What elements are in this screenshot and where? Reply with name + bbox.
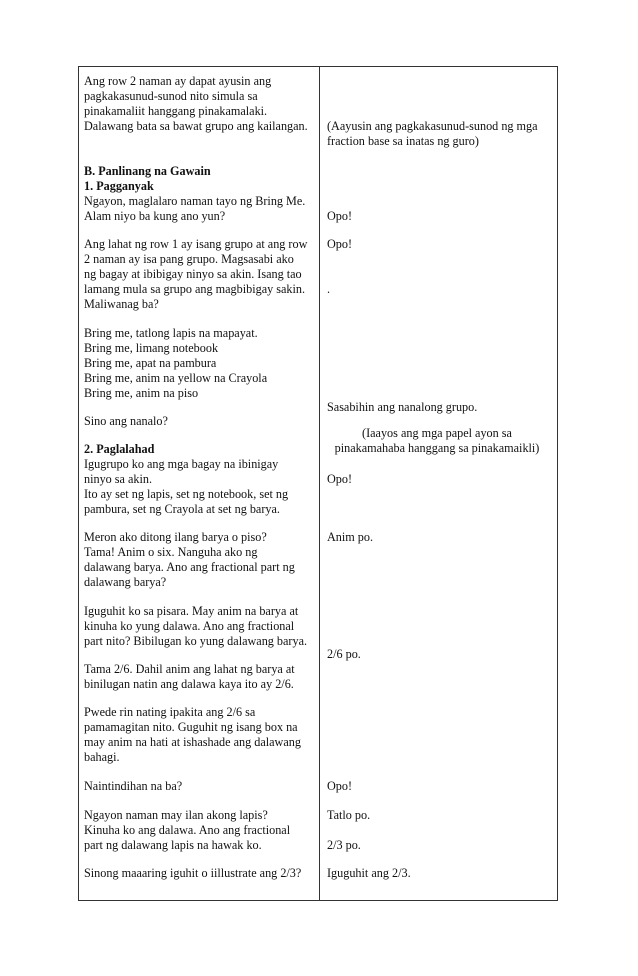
paragraph-line: binilugan natin ang dalawa kaya ito ay 2/6.: [84, 677, 294, 691]
response-line: Anim po.: [327, 530, 374, 544]
section-heading: B. Panlinang na Gawain: [84, 164, 211, 178]
list-item: Bring me, tatlong lapis na mapayat.: [84, 326, 258, 340]
intro-line: pinakamaliit hanggang pinakamalaki.: [84, 104, 268, 118]
list-item: Bring me, anim na yellow na Crayola: [84, 371, 268, 385]
response-line: Opo!: [327, 779, 353, 793]
paragraph-line: Sinong maaaring iguhit o iillustrate ang 2/3?: [84, 866, 302, 880]
paragraph-line: Pwede rin nating ipakita ang 2/6 sa: [84, 705, 256, 719]
paragraph-line: part ng dalawang lapis na hawak ko.: [84, 838, 262, 852]
list-item: Bring me, anim na piso: [84, 386, 199, 400]
paragraph-line: Tama! Anim o six. Nanguha ako ng: [84, 545, 258, 559]
paragraph-line: part nito? Bibilugan ko yung dalawang barya.: [84, 634, 308, 648]
paragraph-line: Kinuha ko ang dalawa. Ano ang fractional: [84, 823, 291, 837]
paragraph-line: Maliwanag ba?: [84, 297, 159, 311]
paragraph-line: ng bagay at ibibigay ninyo sa akin. Isang tao: [84, 267, 302, 281]
paragraph-line: pamamagitan nito. Guguhit ng isang box na: [84, 720, 298, 734]
response-line: Opo!: [327, 472, 353, 486]
response-line: Sasabihin ang nanalong grupo.: [327, 400, 478, 414]
paragraph-line: Sino ang nanalo?: [84, 414, 168, 428]
intro-line: Ang row 2 naman ay dapat ayusin ang: [84, 74, 272, 88]
paragraph-line: 2 naman ay isa pang grupo. Magsasabi ako: [84, 252, 294, 266]
paragraph-line: pambura, set ng Crayola at set ng barya.: [84, 502, 280, 516]
paragraph-line: Tama 2/6. Dahil anim ang lahat ng barya at: [84, 662, 295, 676]
paragraph-line: may anim na hati at ishashade ang dalawang: [84, 735, 301, 749]
paragraph-line: ninyo sa akin.: [84, 472, 153, 486]
student-column: [320, 67, 557, 900]
intro-line: Dalawang bata sa bawat grupo ang kailangan.: [84, 119, 308, 133]
response-line: 2/6 po.: [327, 647, 361, 661]
response-line: Iguguhit ang 2/3.: [327, 866, 411, 880]
paragraph-line: dalawang barya?: [84, 575, 167, 589]
paragraph-line: bahagi.: [84, 750, 120, 764]
response-line: Opo!: [327, 237, 353, 251]
response-line: pinakamahaba hanggang sa pinakamaikli): [334, 441, 540, 455]
response-line: (Iaayos ang mga papel ayon sa: [362, 426, 512, 440]
paragraph-line: Alam niyo ba kung ano yun?: [84, 209, 226, 223]
response-line: 2/3 po.: [327, 838, 361, 852]
paragraph-line: Ngayon naman may ilan akong lapis?: [84, 808, 268, 822]
subsection-heading: 2. Paglalahad: [84, 442, 155, 456]
paragraph-line: Ngayon, maglalaro naman tayo ng Bring Me.: [84, 194, 306, 208]
list-item: Bring me, limang notebook: [84, 341, 219, 355]
subsection-heading: 1. Pagganyak: [84, 179, 154, 193]
teacher-column: [79, 67, 319, 900]
intro-line: pagkakasunud-sunod nito simula sa: [84, 89, 258, 103]
response-line: Tatlo po.: [327, 808, 371, 822]
paragraph-line: dalawang barya. Ano ang fractional part ng: [84, 560, 295, 574]
list-item: Bring me, apat na pambura: [84, 356, 217, 370]
paragraph-line: Iguguhit ko sa pisara. May anim na barya at: [84, 604, 299, 618]
paragraph-line: Igugrupo ko ang mga bagay na ibinigay: [84, 457, 279, 471]
paragraph-line: Ang lahat ng row 1 ay isang grupo at ang row: [84, 237, 308, 251]
paragraph-line: kinuha ko yung dalawa. Ano ang fractional: [84, 619, 295, 633]
response-line: (Aayusin ang pagkakasunud-sunod ng mga: [327, 119, 538, 133]
paragraph-line: Naintindihan na ba?: [84, 779, 183, 793]
response-line: fraction base sa inatas ng guro): [327, 134, 479, 148]
paragraph-line: Ito ay set ng lapis, set ng notebook, set ng: [84, 487, 289, 501]
response-line: .: [327, 282, 331, 296]
paragraph-line: lamang mula sa grupo ang magbibigay sakin.: [84, 282, 306, 296]
response-line: Opo!: [327, 209, 353, 223]
lesson-plan-table: [78, 66, 558, 901]
paragraph-line: Meron ako ditong ilang barya o piso?: [84, 530, 267, 544]
